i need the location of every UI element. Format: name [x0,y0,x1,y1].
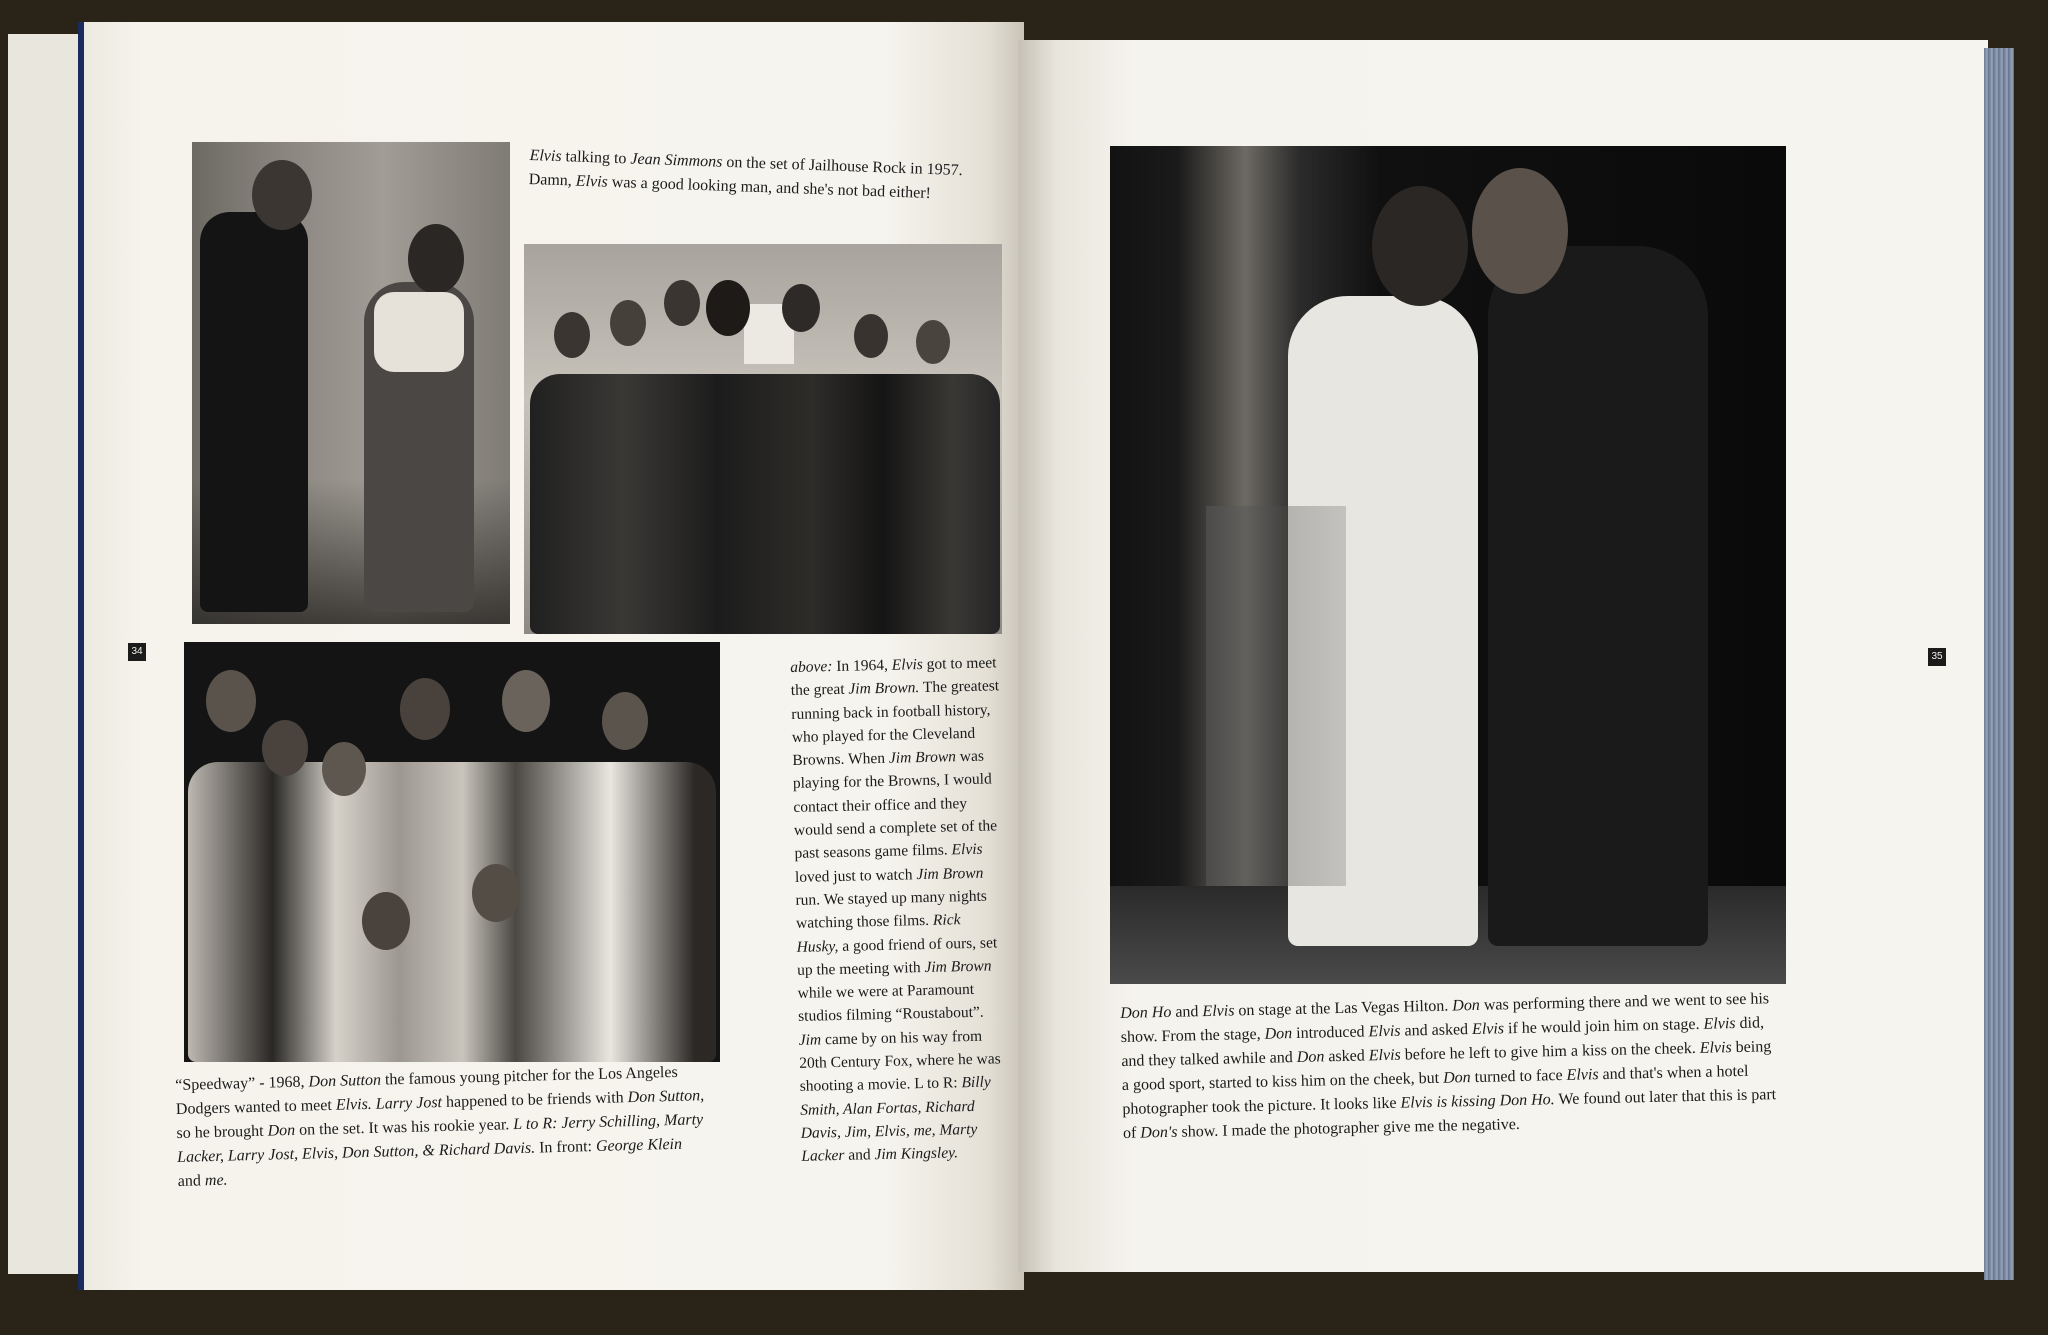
page-number-right: 35 [1928,648,1946,666]
face [1472,168,1568,294]
caption-text-segment: Elvis. Larry Jost [335,1094,443,1114]
face [472,864,520,922]
caption-text-segment: and [177,1172,206,1190]
caption-text-segment: Don [1264,1025,1293,1043]
face [362,892,410,950]
caption-text-segment: show. I made the photographer give me the negative. [1177,1115,1521,1141]
caption-text-segment: Don Sutton, [627,1087,705,1107]
caption-speedway [175,1060,708,1194]
caption-text-segment: happened to be friends with [441,1089,628,1112]
caption-text-segment: George Klein [595,1135,683,1156]
caption-text-segment: L to R: Jerry Schilling, Marty Lacker, Larry Jost, Elvis, Don Sutton, & Richard Davis. [176,1111,704,1166]
caption-text-segment: got to meet the great [790,654,997,700]
page-edges [1984,48,2014,1280]
group-figures [530,374,1000,634]
face [1372,186,1468,306]
caption-text-segment: We found out later that this is part of [1122,1086,1777,1142]
caption-text-segment: Elvis [1471,1020,1505,1039]
caption-text-segment: on the set. It was his rookie year. [294,1116,514,1139]
caption-text-segment: and [844,1146,875,1165]
face [916,320,950,364]
photo-jim-brown-group [524,244,1002,634]
caption-text-segment: on stage at the Las Vegas Hilton. [1234,997,1453,1020]
back-cover-edge [8,34,82,1274]
face [252,160,312,230]
caption-text-segment: so he brought [176,1122,268,1142]
caption-text-segment: Elvis [1703,1015,1736,1033]
caption-text-segment: Jim Brown [916,864,984,883]
caption-text-segment: turned to face [1470,1066,1567,1087]
caption-text-segment: Jim Brown [924,957,992,976]
caption-text-segment: Elvis [1368,1022,1401,1041]
caption-text-segment: came by on his way from 20th Century Fox, where he was shooting a movie. L to R: [799,1027,1001,1096]
caption-text-segment: Jim Brown. [848,679,920,698]
caption-text-segment: Jean Simmons [630,150,723,171]
figure-elvis-stage [1488,246,1708,946]
caption-text-segment: Jim Kingsley. [874,1144,959,1164]
caption-text-segment: In 1964, [832,656,893,676]
caption-text-segment: “Speedway” - 1968, [175,1073,309,1094]
caption-text-segment: before he left to give him a kiss on the cheek. [1400,1039,1700,1064]
caption-text-segment: above: [790,658,833,676]
face [400,678,450,740]
caption-text-segment: Elvis [529,146,562,166]
caption-text-segment: talking to [561,148,631,168]
photo-elvis-jean-simmons [192,142,510,624]
caption-text-segment: Elvis [575,172,609,191]
caption-text-segment: was performing there and we went to see his show. From the stage, [1120,990,1770,1046]
face [322,742,366,796]
caption-text-segment: Billy Smith, Alan Fortas, Richard Davis, Jim, Elvis, me, Marty Lacker [800,1073,991,1166]
photo-speedway-group [184,642,720,1062]
caption-text-segment: In front: [534,1138,597,1157]
page-number-left: 34 [128,643,146,661]
caption-text-segment: was playing for the Browns, I would contact their office and they would send a complete set of the past seasons game films. [792,747,998,863]
caption-text-segment: and [1171,1003,1203,1021]
caption-text-segment: Elvis [1368,1046,1401,1065]
caption-jim-brown [790,651,1012,1168]
caption-text-segment: Elvis [951,841,983,859]
caption-text-segment: Don [1452,996,1481,1015]
caption-text-segment: Don Ho [1120,1003,1172,1022]
face [502,670,550,732]
caption-text-segment: while we were at Paramount studios filming “Roustabout”. [797,981,984,1026]
caption-text-segment: Don [1296,1048,1325,1067]
face [602,692,648,750]
caption-don-ho [1120,987,1783,1146]
caption-text-segment: Elvis [1699,1039,1732,1057]
face [262,720,308,776]
caption-text-segment: Don's [1140,1123,1178,1142]
face [854,314,888,358]
caption-text-segment: Rick Husky, [796,911,961,956]
caption-text-segment: a good friend of ours, set up the meeting with [796,933,998,979]
caption-text-segment: on the set of Jailhouse Rock in 1957. Damn, [528,153,963,190]
face [782,284,820,332]
caption-text-segment: was a good looking man, and she's not bad either! [607,173,932,203]
face [664,280,700,326]
face [206,670,256,732]
caption-text-segment: asked [1324,1047,1369,1066]
caption-text-segment: Jim Brown [888,748,957,767]
caption-text-segment: Elvis [1202,1002,1235,1021]
caption-text-segment: loved just to watch [794,865,917,886]
group-figures [188,762,716,1062]
caption-text-segment: and asked [1400,1021,1473,1040]
caption-text-segment: The greatest running back in football history, who played for the Cleveland Browns. When [791,677,1000,770]
caption-text-segment: run. We stayed up many nights watching those films. [795,887,988,933]
caption-text-segment: introduced [1291,1023,1369,1043]
caption-text-segment: the famous young pitcher for the Los Angeles Dodgers wanted to meet [175,1063,678,1118]
caption-text-segment: Don [267,1121,296,1140]
caption-text-segment: Elvis [1566,1066,1599,1084]
face [706,280,750,336]
figure-elvis [200,212,308,612]
caption-text-segment: Jim [798,1031,822,1049]
caption-text-segment: Elvis [891,655,924,674]
caption-text-segment: being a good sport, started to kiss him on the cheek, but [1121,1038,1772,1094]
caption-text-segment: Don Sutton [308,1071,382,1091]
caption-text-segment: if he would join him on stage. [1503,1015,1704,1038]
face [610,300,646,346]
caption-text-segment: and that's when a hotel photographer took the picture. It looks like [1122,1062,1749,1118]
caption-text-segment: did, and they talked awhile and [1121,1014,1765,1070]
photo-don-ho-stage [1110,146,1786,984]
face [554,312,590,358]
caption-text-segment: Don [1442,1069,1471,1087]
caption-text-segment: me. [204,1171,228,1190]
face [408,224,464,294]
caption-text-segment: Elvis is kissing Don Ho. [1400,1091,1555,1112]
